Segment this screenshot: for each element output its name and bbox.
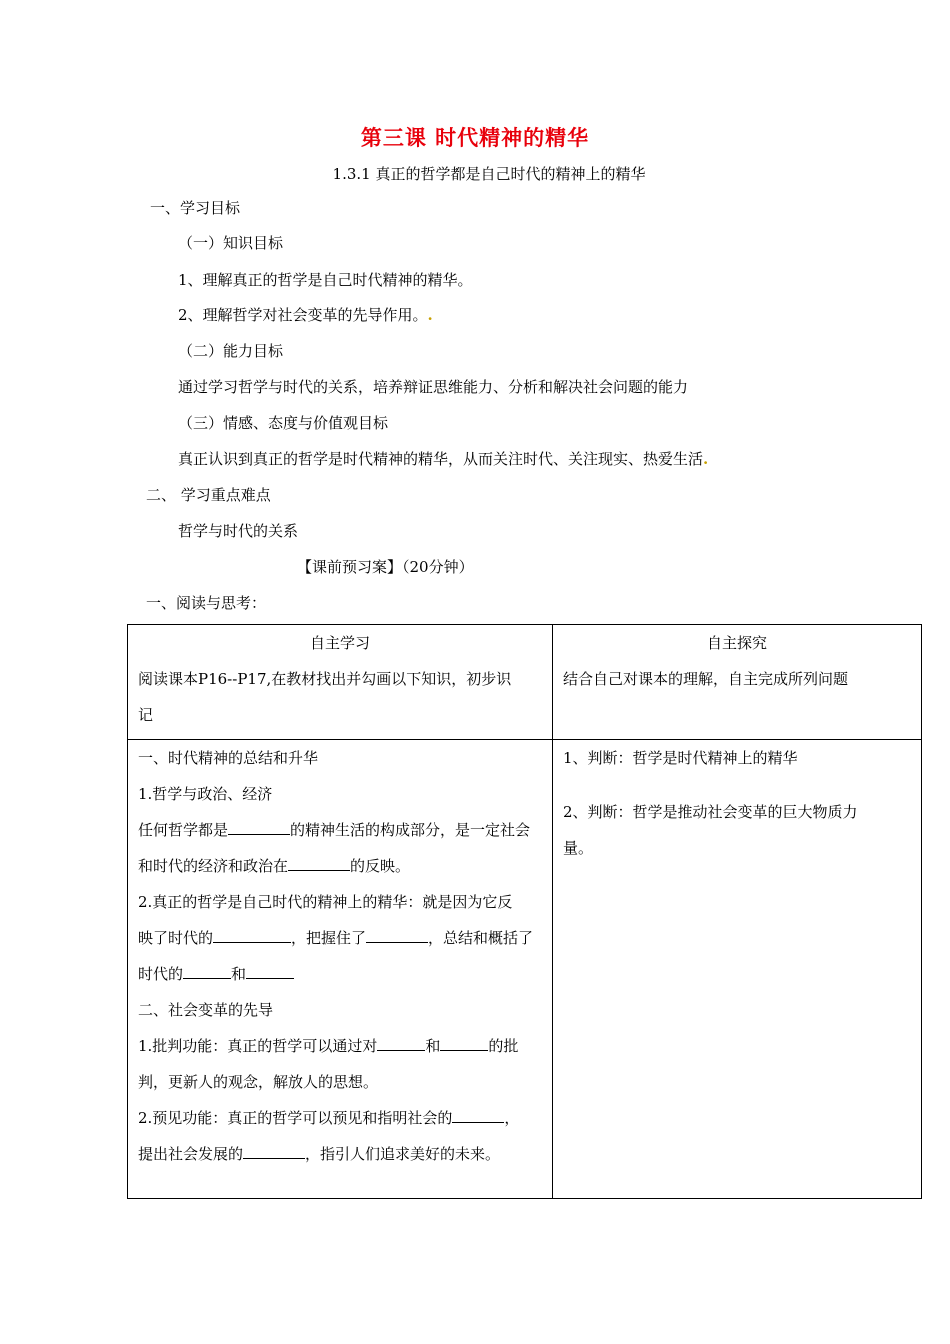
item-2-line-3: 时代的 和 <box>138 956 542 992</box>
fill-blank[interactable] <box>246 960 294 979</box>
self-study-header: 自主学习 <box>309 634 370 652</box>
preview-heading: 【课前预习案】（20分钟） <box>297 558 474 576</box>
self-study-intro: 阅读课本P16--P17,在教材找出并勾画以下知识，初步识 <box>138 670 512 688</box>
lesson-subtitle: 1.3.1 真正的哲学都是自己时代的精神上的精华 <box>332 165 646 183</box>
item-4-line-1: 2.预见功能：真正的哲学可以预见和指明社会的 ， <box>138 1100 542 1136</box>
section-2-heading: 二、社会变革的先导 <box>138 1001 274 1019</box>
objectives-heading: 一、学习目标 <box>150 199 241 217</box>
judgment-1: 1、判断：哲学是时代精神上的精华 <box>563 749 798 767</box>
item-2-line-1: 2.真正的哲学是自己时代的精神上的精华：就是因为它反 <box>138 893 513 911</box>
item-4-line-2: 提出社会发展的 ，指引人们追求美好的未来。 <box>138 1136 542 1172</box>
marker-dot: . <box>427 306 433 324</box>
self-explore-cell <box>553 625 922 740</box>
knowledge-heading: （一）知识目标 <box>178 234 284 252</box>
item-3-line-1: 1.批判功能：真正的哲学可以通过对 和 的批 <box>138 1028 542 1064</box>
fill-blank[interactable] <box>440 1032 488 1051</box>
table-content-row <box>128 740 922 1199</box>
self-explore-header: 自主探究 <box>706 634 767 652</box>
item-3-line-2: 判，更新人的观念，解放人的思想。 <box>138 1073 379 1091</box>
content-right-cell <box>553 740 922 1199</box>
item-1-heading: 1.哲学与政治、经济 <box>138 785 273 803</box>
marker-dot: . <box>703 450 709 468</box>
key-points-heading: 二、 学习重点难点 <box>146 486 271 504</box>
emotion-heading: （三）情感、态度与价值观目标 <box>178 414 389 432</box>
knowledge-item-2: 2、理解哲学对社会变革的先导作用。. <box>178 306 433 324</box>
ability-heading: （二）能力目标 <box>178 342 284 360</box>
fill-blank[interactable] <box>213 924 291 943</box>
content-left-cell <box>128 740 553 1199</box>
fill-blank[interactable] <box>452 1104 504 1123</box>
emotion-text: 真正认识到真正的哲学是时代精神的精华，从而关注时代、关注现实、热爱生活. <box>178 450 709 468</box>
section-1-heading: 一、时代精神的总结和升华 <box>138 749 319 767</box>
fill-blank[interactable] <box>243 1140 305 1159</box>
judgment-2: 2、判断：哲学是推动社会变革的巨大物质力 <box>563 803 858 821</box>
self-explore-intro: 结合自己对课本的理解，自主完成所列问题 <box>563 670 849 688</box>
knowledge-item-1: 1、理解真正的哲学是自己时代精神的精华。 <box>178 271 473 289</box>
item-2-line-2: 映了时代的 ，把握住了 ，总结和概括了 <box>138 920 542 956</box>
fill-blank[interactable] <box>366 924 428 943</box>
fill-blank[interactable] <box>377 1032 425 1051</box>
self-study-intro-cont: 记 <box>138 706 154 724</box>
judgment-2-cont: 量。 <box>563 839 594 857</box>
fill-blank[interactable] <box>183 960 231 979</box>
page-title: 第三课 时代精神的精华 <box>360 125 590 150</box>
key-points-text: 哲学与时代的关系 <box>178 522 299 540</box>
reading-heading: 一、阅读与思考： <box>146 594 267 612</box>
ability-text: 通过学习哲学与时代的关系，培养辩证思维能力、分析和解决社会问题的能力 <box>178 378 689 396</box>
item-1-line-1: 任何哲学都是 的精神生活的构成部分，是一定社会 <box>138 812 542 848</box>
study-table <box>127 624 922 1199</box>
table-header-row <box>128 625 922 740</box>
self-study-cell <box>128 625 553 740</box>
fill-blank[interactable] <box>228 816 290 835</box>
spacer <box>563 776 911 794</box>
fill-blank[interactable] <box>288 852 350 871</box>
item-1-line-2: 和时代的经济和政治在 的反映。 <box>138 848 542 884</box>
